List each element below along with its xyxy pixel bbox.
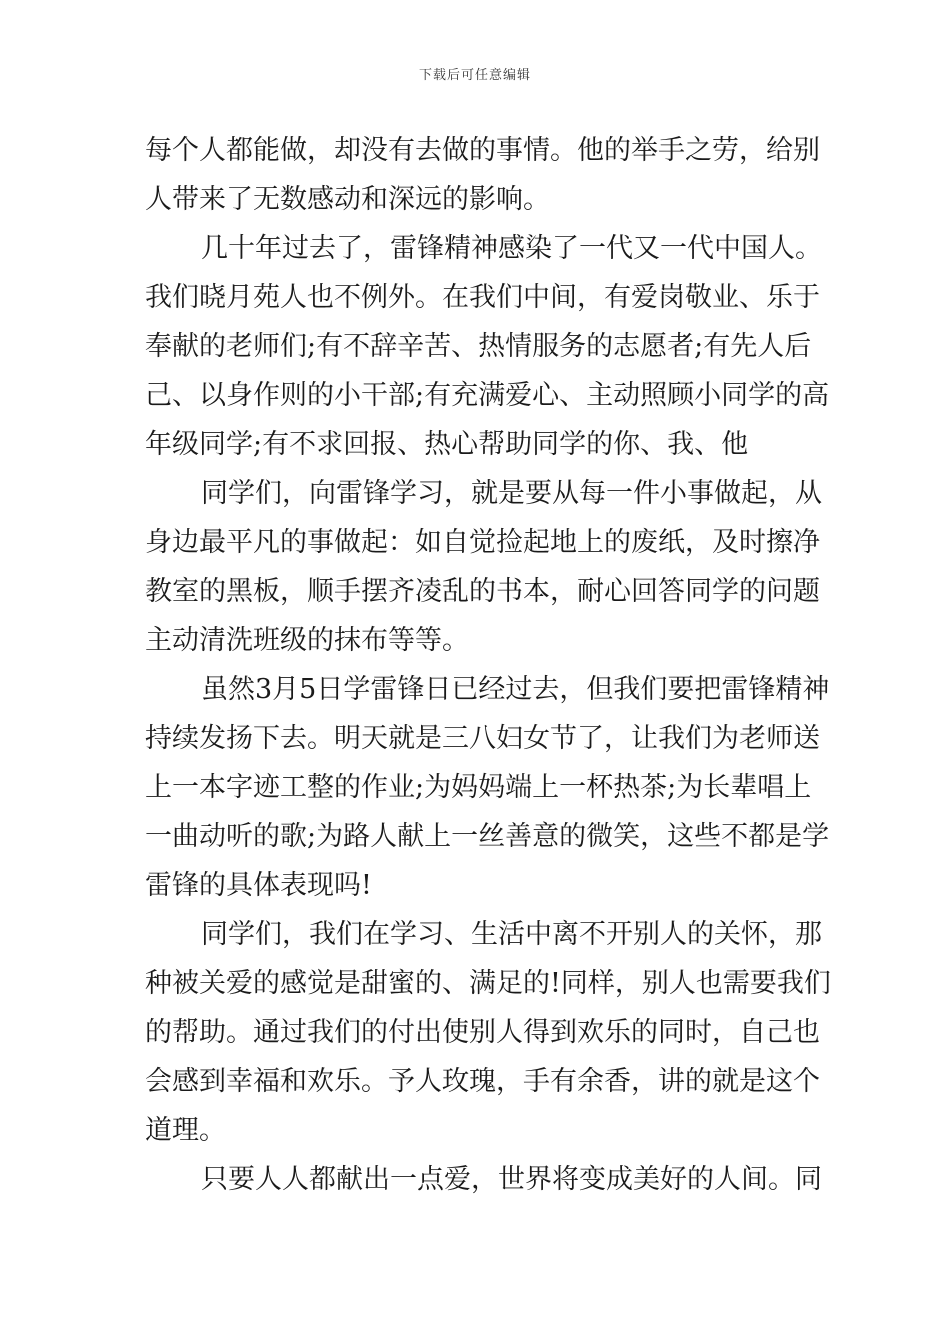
text-line: 身边最平凡的事做起：如自觉捡起地上的废纸，及时擦净: [145, 527, 820, 558]
page-header: 下载后可任意编辑: [418, 68, 531, 83]
text-line: 己、以身作则的小干部;有充满爱心、主动照顾小同学的高: [145, 380, 830, 411]
text-line: 同学们，向雷锋学习，就是要从每一件小事做起，从: [201, 478, 822, 509]
text-line: 奉献的老师们;有不辞辛苦、热情服务的志愿者;有先人后: [145, 331, 812, 362]
text-line: 教室的黑板，顺手摆齐凌乱的书本，耐心回答同学的问题: [145, 576, 820, 607]
text-line: 只要人人都献出一点爱，世界将变成美好的人间。同: [201, 1164, 822, 1195]
document-body: [145, 126, 831, 1204]
text-line: 上一本字迹工整的作业;为妈妈端上一杯热茶;为长辈唱上: [145, 772, 812, 803]
text-line: 主动清洗班级的抹布等等。: [145, 625, 469, 656]
text-line: 道理。: [145, 1115, 226, 1146]
text-line: 虽然3月5日学雷锋日已经过去，但我们要把雷锋精神: [201, 674, 830, 705]
text-line: 持续发扬下去。明天就是三八妇女节了，让我们为老师送: [145, 723, 820, 754]
text-line: 一曲动听的歌;为路人献上一丝善意的微笑，这些不都是学: [145, 821, 830, 852]
text-line: 我们晓月苑人也不例外。在我们中间，有爱岗敬业、乐于: [145, 282, 820, 313]
text-line: 种被关爱的感觉是甜蜜的、满足的!同样，别人也需要我们: [145, 968, 831, 999]
text-line: 的帮助。通过我们的付出使别人得到欢乐的同时，自己也: [145, 1017, 820, 1048]
text-line: 同学们，我们在学习、生活中离不开别人的关怀，那: [201, 919, 822, 950]
text-line: 每个人都能做，却没有去做的事情。他的举手之劳，给别: [145, 135, 820, 166]
text-line: 年级同学;有不求回报、热心帮助同学的你、我、他: [145, 429, 749, 460]
text-line: 几十年过去了，雷锋精神感染了一代又一代中国人。: [201, 233, 822, 264]
text-line: 人带来了无数感动和深远的影响。: [145, 184, 550, 215]
text-line: 会感到幸福和欢乐。予人玫瑰，手有余香，讲的就是这个: [145, 1066, 820, 1097]
text-line: 雷锋的具体表现吗!: [145, 870, 372, 901]
